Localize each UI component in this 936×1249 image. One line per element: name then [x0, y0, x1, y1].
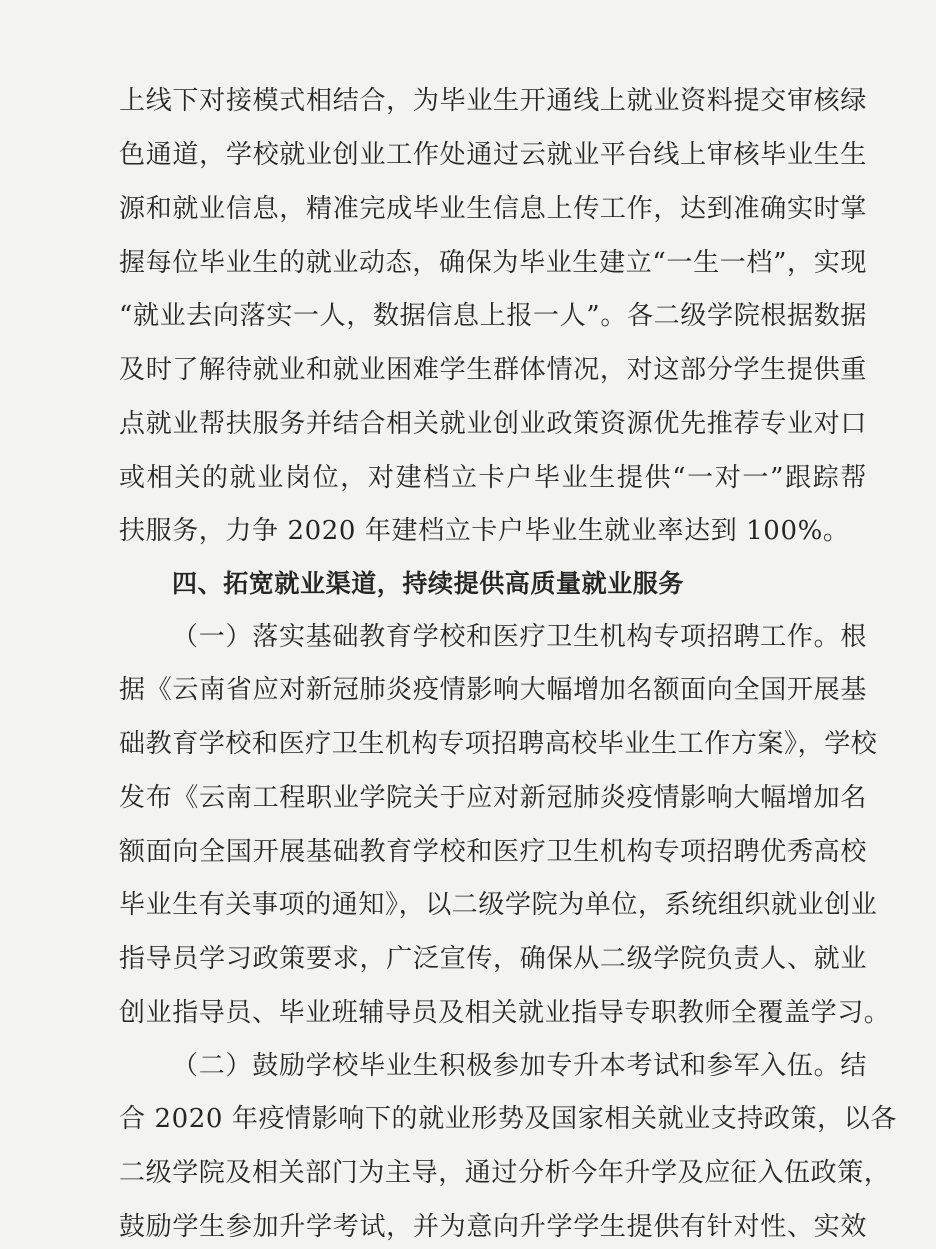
- text-line: 握每位毕业生的就业动态，确保为毕业生建立“一生一档”，实现: [119, 248, 867, 278]
- text-line: 或相关的就业岗位，对建档立卡户毕业生提供“一对一”跟踪帮: [119, 463, 867, 493]
- text-line: 毕业生有关事项的通知》，以二级学院为单位，系统组织就业创业: [119, 890, 878, 920]
- text-line: 点就业帮扶服务并结合相关就业创业政策资源优先推荐专业对口: [119, 409, 867, 439]
- subsection-heading-line: （一）落实基础教育学校和医疗卫生机构专项招聘工作。根: [172, 622, 867, 652]
- text-line: 扶服务，力争 2020 年建档立卡户毕业生就业率达到 100%。: [119, 516, 850, 546]
- text-line: “就业去向落实一人，数据信息上报一人”。各二级学院根据数据: [119, 301, 867, 331]
- text-line: 指导员学习政策要求，广泛宣传，确保从二级学院负责人、就业: [119, 944, 867, 974]
- text-line: 发布《云南工程职业学院关于应对新冠肺炎疫情影响大幅增加名: [119, 783, 867, 813]
- text-line: 色通道，学校就业创业工作处通过云就业平台线上审核毕业生生: [119, 140, 867, 170]
- subsection-heading-line: （二）鼓励学校毕业生积极参加专升本考试和参军入伍。结: [172, 1051, 867, 1081]
- text-line: 创业指导员、毕业班辅导员及相关就业指导专职教师全覆盖学习。: [119, 998, 891, 1028]
- section-heading: 四、拓宽就业渠道，持续提供高质量就业服务: [172, 569, 685, 598]
- text-line: 二级学院及相关部门为主导，通过分析今年升学及应征入伍政策，: [119, 1158, 891, 1188]
- text-line: 鼓励学生参加升学考试，并为意向升学学生提供有针对性、实效: [119, 1212, 867, 1242]
- text-line: 合 2020 年疫情影响下的就业形势及国家相关就业支持政策，以各: [119, 1104, 897, 1134]
- text-line: 据《云南省应对新冠肺炎疫情影响大幅增加名额面向全国开展基: [119, 675, 867, 705]
- text-line: 及时了解待就业和就业困难学生群体情况，对这部分学生提供重: [119, 355, 867, 385]
- text-line: 额面向全国开展基础教育学校和医疗卫生机构专项招聘优秀高校: [119, 837, 867, 867]
- text-line: 上线下对接模式相结合，为毕业生开通线上就业资料提交审核绿: [119, 86, 867, 116]
- text-line: 源和就业信息，精准完成毕业生信息上传工作，达到准确实时掌: [119, 194, 867, 224]
- text-line: 础教育学校和医疗卫生机构专项招聘高校毕业生工作方案》，学校: [119, 729, 878, 759]
